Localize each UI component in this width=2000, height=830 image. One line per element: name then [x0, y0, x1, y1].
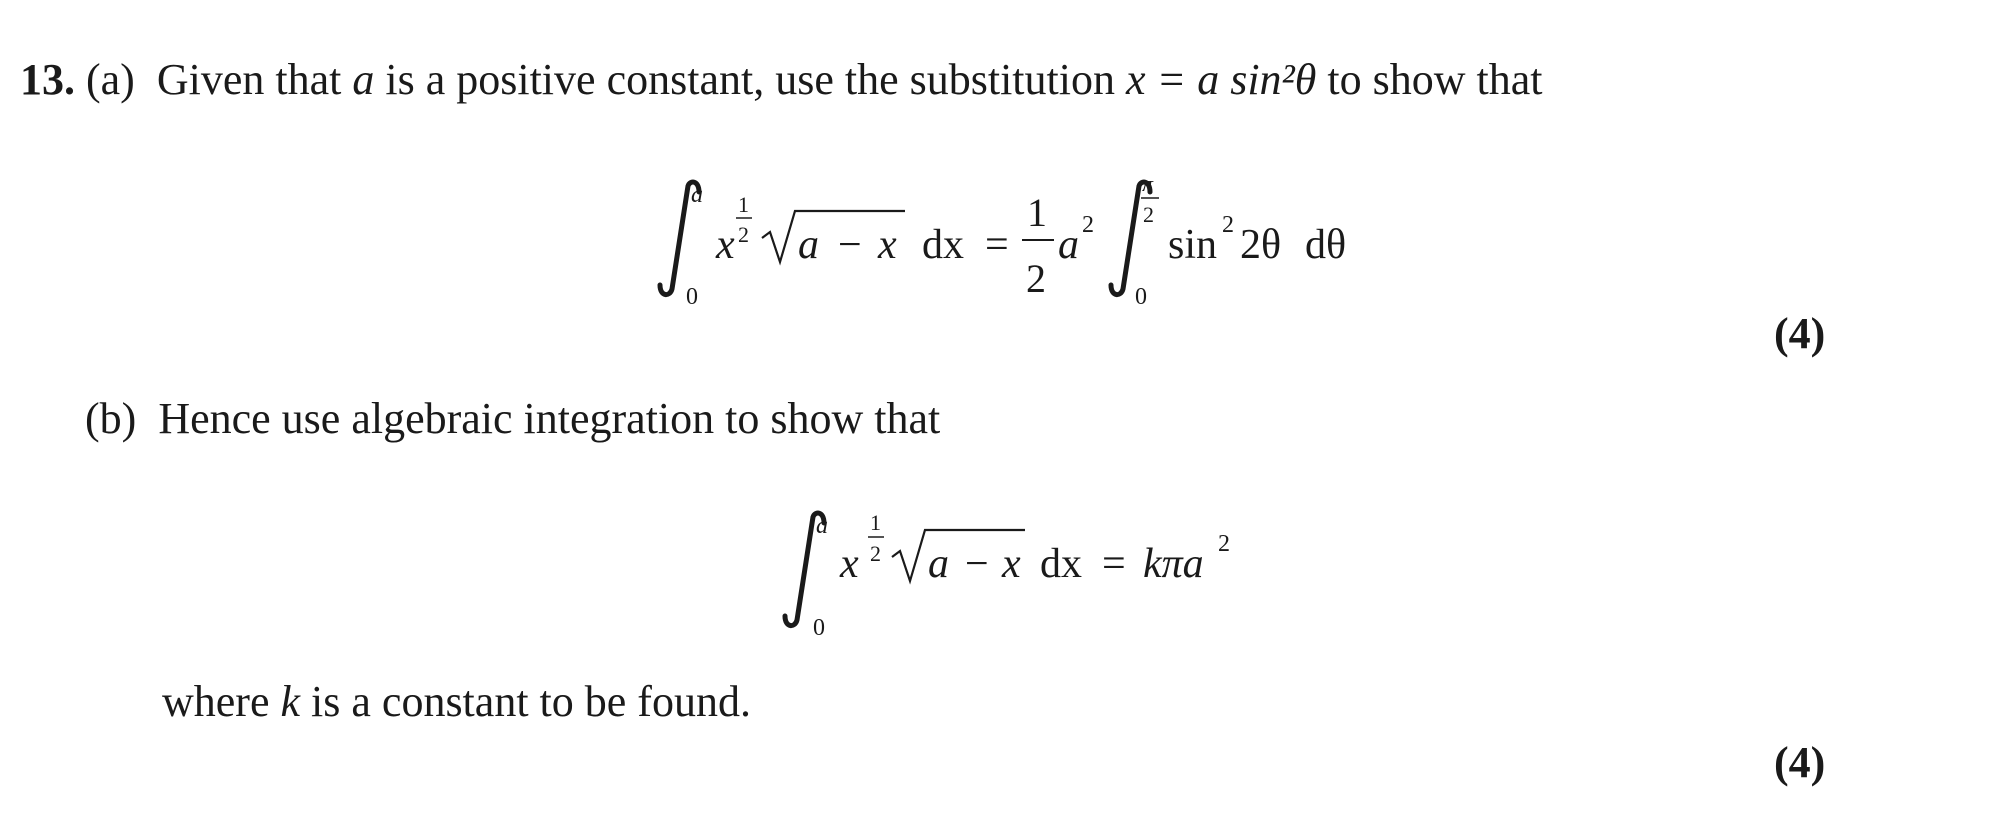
coeff-a: a	[1058, 222, 1079, 268]
dx: dx	[922, 222, 964, 268]
part-a-substitution: x = a sin²θ	[1125, 55, 1317, 104]
k-variable: k	[280, 677, 301, 726]
part-b-marks: (4)	[1774, 738, 1826, 787]
var-x: x	[716, 222, 735, 268]
part-a-var-a: a	[352, 55, 375, 104]
part-a-outro: to show that	[1327, 55, 1543, 104]
var-x-b: x	[840, 541, 859, 587]
where-pre: where	[162, 677, 270, 726]
equation-b	[785, 510, 1230, 641]
integral-sign-a-right	[1111, 182, 1150, 295]
d-theta: dθ	[1305, 222, 1347, 268]
radicand-a-b: a	[928, 541, 949, 587]
radicand-x: x	[878, 222, 897, 268]
half-numerator: 1	[1027, 190, 1047, 235]
where-post: is a constant to be found.	[311, 677, 751, 726]
lower-limit-0-b: 0	[813, 615, 825, 641]
coeff-a-squared: 2	[1082, 212, 1094, 238]
exp-numerator-1-b: 1	[870, 510, 881, 535]
upper-limit-a: a	[691, 182, 703, 208]
dx-b: dx	[1040, 541, 1082, 587]
minus-sign-b: −	[965, 541, 989, 587]
radicand-x-b: x	[1002, 541, 1021, 587]
lower-limit-0-right: 0	[1135, 284, 1147, 310]
sin-argument: 2θ	[1240, 222, 1282, 268]
k-pi-a-squared: 2	[1218, 531, 1230, 557]
exp-denominator-2: 2	[738, 222, 749, 247]
question-number: 13.	[20, 55, 75, 104]
equals-sign: =	[985, 222, 1009, 268]
half-denominator: 2	[1026, 256, 1046, 301]
minus-sign: −	[838, 222, 862, 268]
upper-limit-a-b: a	[816, 513, 828, 539]
exp-denominator-2-b: 2	[870, 541, 881, 566]
part-a-intro: Given that	[156, 55, 342, 104]
upper-limit-pi: π	[1142, 171, 1154, 196]
upper-limit-2: 2	[1143, 202, 1154, 227]
radicand-a: a	[798, 222, 819, 268]
part-b-label: (b)	[85, 394, 137, 443]
part-b-intro: Hence use algebraic integration to show that	[158, 394, 941, 443]
sin-squared: 2	[1222, 212, 1234, 238]
part-a-label: (a)	[86, 55, 135, 104]
equals-sign-b: =	[1102, 541, 1126, 587]
lower-limit-0: 0	[686, 284, 698, 310]
k-pi-a: kπa	[1143, 541, 1204, 587]
exp-numerator-1: 1	[738, 192, 749, 217]
part-a-marks: (4)	[1774, 309, 1826, 358]
sin-function: sin	[1168, 222, 1218, 268]
part-b-where-line	[162, 677, 751, 726]
part-a-mid: is a positive constant, use the substitution	[385, 55, 1115, 104]
part-b-line	[85, 394, 941, 443]
equation-a	[660, 171, 1346, 310]
